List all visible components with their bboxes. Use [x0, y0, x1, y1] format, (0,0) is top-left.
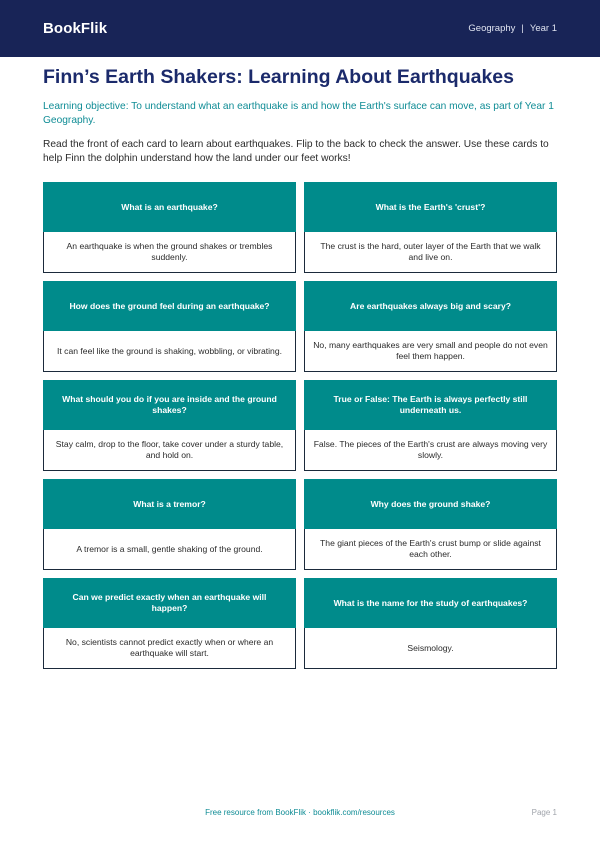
intro-text: Read the front of each card to learn about earthquakes. Flip to the back to check the answer. Use these cards to help Finn the dolphin understand how the land under our feet works!	[43, 139, 549, 164]
brand-logo[interactable]: BookFlik	[43, 20, 108, 37]
card-answer: No, many earthquakes are very small and people do not even feel them happen.	[304, 331, 557, 372]
card-question: What is an earthquake?	[43, 182, 296, 232]
flashcard[interactable]	[304, 479, 557, 570]
flashcard[interactable]	[43, 380, 296, 471]
flashcard[interactable]	[43, 281, 296, 372]
flashcard[interactable]	[304, 281, 557, 372]
flashcard[interactable]	[304, 578, 557, 669]
card-answer: Seismology.	[304, 628, 557, 669]
card-answer: The crust is the hard, outer layer of the Earth that we walk and live on.	[304, 232, 557, 273]
breadcrumb	[468, 23, 557, 34]
flashcard[interactable]	[304, 380, 557, 471]
card-question: What should you do if you are inside and the ground shakes?	[43, 380, 296, 430]
card-question: True or False: The Earth is always perfectly still underneath us.	[304, 380, 557, 430]
breadcrumb-subject: Geography	[468, 23, 516, 34]
learning-objective: Learning objective: To understand what an earthquake is and how the Earth's surface can move, as part of Year 1 Geography.	[43, 101, 554, 126]
flashcard[interactable]	[43, 578, 296, 669]
page-title: Finn’s Earth Shakers: Learning About Earthquakes	[43, 66, 514, 88]
card-answer: Stay calm, drop to the floor, take cover under a sturdy table, and hold on.	[43, 430, 296, 471]
card-question: How does the ground feel during an earthquake?	[43, 281, 296, 331]
card-question: Can we predict exactly when an earthquake will happen?	[43, 578, 296, 628]
card-answer: A tremor is a small, gentle shaking of the ground.	[43, 529, 296, 570]
card-question: Are earthquakes always big and scary?	[304, 281, 557, 331]
breadcrumb-separator: |	[521, 23, 524, 34]
card-question: What is the Earth's 'crust'?	[304, 182, 557, 232]
card-answer: An earthquake is when the ground shakes or trembles suddenly.	[43, 232, 296, 273]
card-question: What is the name for the study of earthquakes?	[304, 578, 557, 628]
flashcard[interactable]	[43, 182, 296, 273]
page-number: Page 1	[531, 808, 557, 817]
card-answer: False. The pieces of the Earth's crust are always moving very slowly.	[304, 430, 557, 471]
flashcard[interactable]	[304, 182, 557, 273]
flashcard[interactable]	[43, 479, 296, 570]
card-answer: It can feel like the ground is shaking, wobbling, or vibrating.	[43, 331, 296, 372]
card-question: What is a tremor?	[43, 479, 296, 529]
card-question: Why does the ground shake?	[304, 479, 557, 529]
breadcrumb-year: Year 1	[529, 23, 557, 34]
footer-link[interactable]: Free resource from BookFlik · bookflik.com/resources	[205, 808, 395, 817]
card-answer: No, scientists cannot predict exactly when or where an earthquake will start.	[43, 628, 296, 669]
header-bar	[0, 0, 600, 57]
card-answer: The giant pieces of the Earth's crust bump or slide against each other.	[304, 529, 557, 570]
flashcard-grid	[43, 182, 557, 669]
